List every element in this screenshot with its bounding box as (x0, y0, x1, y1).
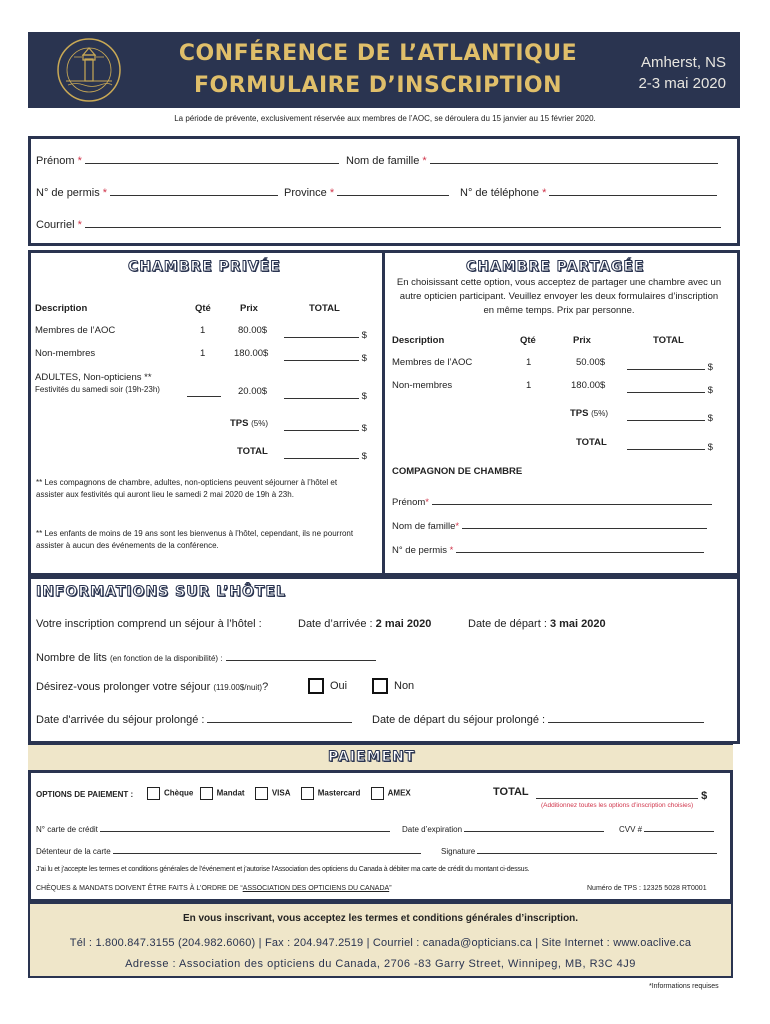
expiry-field[interactable] (464, 823, 604, 832)
private-grand-total (284, 448, 367, 462)
shared-row-nonmembers-price: 180.00$ (571, 380, 606, 391)
private-col-qty: Qté (195, 303, 211, 314)
shared-col-price: Prix (573, 335, 591, 346)
footer-address: Adresse : Association des opticiens du Canada, 2706 -83 Garry Street, Winnipeg, MB, R3C 4J9 (125, 958, 636, 970)
payment-title: PAIEMENT (328, 749, 416, 765)
private-adults-total (284, 388, 367, 402)
shared-tps-total (627, 410, 713, 424)
holder-row (36, 845, 421, 856)
total-field[interactable] (627, 382, 705, 393)
tps-label: TPS (570, 408, 589, 419)
shared-row-members-qty: 1 (526, 357, 532, 368)
private-adults-label: ADULTES, Non-opticiens ** (35, 372, 152, 383)
arrival-value: 2 mai 2020 (375, 618, 432, 630)
extend-yes-label: Oui (330, 679, 348, 692)
gst-number: Numéro de TPS : 12325 5028 RT0001 (587, 885, 707, 892)
province-row (284, 185, 449, 199)
shared-total-label: TOTAL (576, 437, 607, 448)
private-row-members-desc: Membres de l’AOC (35, 325, 116, 336)
companion-permit-row (392, 542, 704, 556)
payment-authorization: J’ai lu et j’accepte les termes et conditions générales de l’événement et j’autorise l’Association des opticiens du Canada à débiter ma carte de crédit du montant ci-dessus. (36, 866, 530, 873)
private-col-total: TOTAL (309, 303, 340, 314)
hotel-includes: Votre inscription comprend un séjour à l’hôtel : (36, 618, 262, 630)
phone-row (460, 185, 717, 199)
private-col-desc: Description (35, 303, 88, 314)
companion-title: COMPAGNON DE CHAMBRE (392, 466, 523, 477)
event-location (638, 52, 726, 94)
payment-options (143, 787, 411, 800)
form-title (143, 38, 613, 102)
visa-checkbox[interactable] (255, 787, 268, 800)
private-row-members-price: 80.00$ (238, 325, 268, 336)
presale-note: La période de prévente, exclusivement réservée aux membres de l’AOC, se déroulera du 15 janvier au 15 février 2020. (174, 114, 596, 123)
private-row-nonmembers-qty: 1 (200, 348, 206, 359)
required-info-note: *Informations requises (649, 983, 719, 990)
holder-label: Détenteur de la carte (36, 847, 111, 856)
departure-label: Date de départ : (468, 618, 547, 630)
total-field[interactable] (284, 350, 359, 361)
private-room-title: CHAMBRE PRIVÉE (128, 259, 281, 275)
shared-row-nonmembers-total (627, 382, 713, 396)
grand-total-field[interactable] (284, 448, 359, 459)
total-field[interactable] (284, 388, 359, 399)
private-row-members-total (284, 327, 367, 341)
companion-lastname-label: Nom de famille (392, 521, 456, 532)
cheque-label: Chèque (164, 788, 194, 798)
permit-row (36, 185, 278, 199)
companion-firstname-field[interactable] (432, 494, 712, 505)
private-note-1: ** Les compagnons de chambre, adultes, non-opticiens peuvent séjourner à l’hôtel et assister aux festivités qui auront lieu le samedi 2 mai 2020 de 19h à 23h. (36, 478, 338, 499)
dates-text: 2-3 mai 2020 (638, 75, 726, 92)
permit-field[interactable] (110, 185, 278, 196)
shared-row-members-price: 50.00$ (576, 357, 606, 368)
extend-no-option (366, 678, 414, 694)
visa-label: VISA (271, 788, 291, 798)
ext-departure-label: Date de départ du séjour prolongé : (372, 714, 546, 726)
cheque-checkbox[interactable] (147, 787, 160, 800)
mandat-label: Mandat (216, 788, 245, 798)
shared-col-desc: Description (392, 335, 445, 346)
firstname-row (36, 153, 339, 167)
required-star: * (422, 155, 427, 167)
extend-price: (119.00$/nuit) (213, 683, 263, 692)
private-adults-qty (187, 386, 221, 400)
private-total-label: TOTAL (237, 446, 268, 457)
hotel-departure (468, 618, 606, 630)
departure-value: 3 mai 2020 (549, 618, 606, 630)
companion-firstname-label: Prénom (392, 497, 426, 508)
private-adults-price: 20.00$ (238, 386, 268, 397)
permit-label: N° de permis (36, 187, 100, 199)
shared-grand-total (627, 439, 713, 453)
shared-col-qty: Qté (520, 335, 536, 346)
mastercard-label: Mastercard (317, 788, 361, 798)
shared-row-members-total (627, 359, 713, 373)
payment-options-label: OPTIONS DE PAIEMENT : (36, 790, 134, 799)
ext-departure-row (372, 712, 704, 726)
cheques-suffix: ” (389, 885, 392, 892)
signature-row (441, 845, 717, 856)
beds-label: Nombre de lits (36, 652, 107, 664)
extend-qmark: ? (262, 681, 269, 693)
required-star: * (102, 187, 108, 199)
required-star: * (329, 187, 335, 199)
grand-total-field[interactable] (627, 439, 705, 450)
extend-yes-option (302, 678, 347, 694)
firstname-field[interactable] (85, 153, 339, 164)
cheques-prefix: CHÈQUES & MANDATS DOIVENT ÊTRE FAITS À L’ORDRE DE “ (36, 885, 243, 892)
tps-field[interactable] (284, 420, 359, 431)
required-star: * (449, 545, 454, 556)
private-col-price: Prix (240, 303, 258, 314)
mastercard-checkbox[interactable] (301, 787, 314, 800)
extend-row (36, 681, 268, 693)
total-field[interactable] (284, 327, 359, 338)
card-number-label: N° carte de crédit (36, 825, 98, 834)
tps-label: TPS (230, 418, 249, 429)
signature-label: Signature (441, 847, 476, 856)
amex-label: AMEX (387, 788, 411, 798)
dollar-sign: $ (361, 391, 367, 402)
title-line-2: FORMULAIRE D’INSCRIPTION (193, 73, 563, 98)
required-star: * (455, 521, 460, 532)
required-star: * (77, 155, 82, 167)
private-row-nonmembers-total (284, 350, 367, 364)
holder-field[interactable] (113, 845, 421, 854)
required-star: * (77, 219, 82, 231)
extend-no-label: Non (394, 679, 415, 692)
dollar-sign: $ (361, 423, 367, 434)
shared-intro: En choisissant cette option, vous acceptez de partager une chambre avec un autre opticien participant. Veuillez envoyer les deux formulaires d’inscription en même temps. Prix par personne. (396, 277, 722, 316)
dollar-sign: $ (361, 353, 367, 364)
cheques-note (36, 885, 392, 892)
private-tps-total (284, 420, 367, 434)
cvv-field[interactable] (644, 823, 714, 832)
dollar-sign: $ (707, 362, 713, 373)
phone-label: N° de téléphone (460, 187, 540, 199)
signature-field[interactable] (477, 845, 717, 854)
dollar-sign: $ (707, 442, 713, 453)
expiry-label: Date d’expiration (402, 825, 463, 834)
total-field[interactable] (627, 359, 705, 370)
title-line-1: CONFÉRENCE DE L’ATLANTIQUE (178, 41, 578, 66)
location-text: Amherst, NS (640, 54, 726, 71)
shared-row-nonmembers-qty: 1 (526, 380, 532, 391)
ext-arrival-label: Date d'arrivée du séjour prolongé : (36, 714, 205, 726)
shared-tps-label (570, 408, 608, 419)
email-row (36, 217, 721, 231)
beds-row (36, 650, 376, 664)
payment-header (28, 744, 733, 770)
lastname-row (346, 153, 718, 167)
private-row-nonmembers-desc: Non-membres (35, 348, 96, 359)
firstname-label: Prénom (36, 155, 75, 167)
shared-room-title: CHAMBRE PARTAGÉE (466, 259, 645, 275)
required-star: * (542, 187, 547, 199)
email-field[interactable] (85, 217, 721, 228)
ext-arrival-field[interactable] (207, 712, 352, 723)
extend-no-checkbox[interactable] (372, 678, 388, 694)
payment-total-field[interactable] (536, 788, 698, 799)
ext-arrival-row (36, 712, 352, 726)
email-label: Courriel (36, 219, 75, 231)
dollar-sign: $ (361, 451, 367, 462)
private-row-nonmembers-price: 180.00$ (234, 348, 269, 359)
payment-total-note: (Additionnez toutes les options d’inscription choisies) (541, 802, 694, 809)
footer-terms: En vous inscrivant, vous acceptez les termes et conditions générales d’inscription. (182, 913, 579, 924)
rooms-divider (382, 250, 385, 576)
cheques-payee: ASSOCIATION DES OPTICIENS DU CANADA (242, 885, 390, 892)
arrival-label: Date d’arrivée : (298, 618, 373, 630)
private-note-2: ** Les enfants de moins de 19 ans sont les bienvenus à l’hôtel, cependant, ils ne pourront assister à aucun des événements de la conférence. (36, 529, 354, 550)
private-adults-sub: Festivités du samedi soir (19h-23h) (35, 385, 160, 394)
lastname-label: Nom de famille (346, 155, 420, 167)
companion-lastname-row (392, 518, 707, 532)
expiry-row (402, 823, 604, 834)
amex-checkbox[interactable] (371, 787, 384, 800)
payment-total-label: TOTAL (493, 786, 529, 798)
shared-row-nonmembers-desc: Non-membres (392, 380, 453, 391)
shared-row-members-desc: Membres de l’AOC (392, 357, 473, 368)
card-number-field[interactable] (100, 823, 390, 832)
extend-question: Désirez-vous prolonger votre séjour (36, 681, 211, 693)
shared-col-total: TOTAL (653, 335, 684, 346)
beds-note: (en fonction de la disponibilité) : (109, 654, 223, 663)
phone-field[interactable] (549, 185, 717, 196)
cvv-label: CVV # (619, 825, 643, 834)
extend-yes-checkbox[interactable] (308, 678, 324, 694)
lastname-field[interactable] (430, 153, 718, 164)
dollar-sign: $ (701, 790, 708, 802)
mandat-checkbox[interactable] (200, 787, 213, 800)
required-star: * (425, 497, 429, 508)
tps-rate: (5%) (251, 419, 269, 428)
companion-firstname-row (392, 494, 712, 508)
companion-lastname-field[interactable] (462, 518, 707, 529)
province-field[interactable] (337, 185, 449, 196)
ext-departure-field[interactable] (548, 712, 704, 723)
tps-rate: (5%) (591, 409, 609, 418)
tps-field[interactable] (627, 410, 705, 421)
private-row-members-qty: 1 (200, 325, 206, 336)
footer-contact: Tél : 1.800.847.3155 (204.982.6060) | Fax : 204.947.2519 | Courriel : canada@opticians.ca | Site Internet : www.oaclive.ca (69, 937, 692, 949)
beds-field[interactable] (226, 650, 376, 661)
cvv-row (619, 823, 714, 834)
hotel-title: INFORMATIONS SUR L’HÔTEL (36, 584, 286, 600)
card-number-row (36, 823, 390, 834)
footer-box (28, 902, 733, 978)
qty-field[interactable] (187, 386, 221, 397)
province-label: Province (284, 187, 327, 199)
companion-permit-label: N° de permis (392, 545, 448, 556)
dollar-sign: $ (707, 385, 713, 396)
companion-permit-field[interactable] (456, 542, 704, 553)
private-tps-label (230, 418, 268, 429)
hotel-arrival (298, 618, 431, 630)
lighthouse-logo-icon (56, 37, 122, 103)
payment-total-row (536, 788, 707, 802)
dollar-sign: $ (707, 413, 713, 424)
header-banner (28, 32, 740, 108)
dollar-sign: $ (361, 330, 367, 341)
